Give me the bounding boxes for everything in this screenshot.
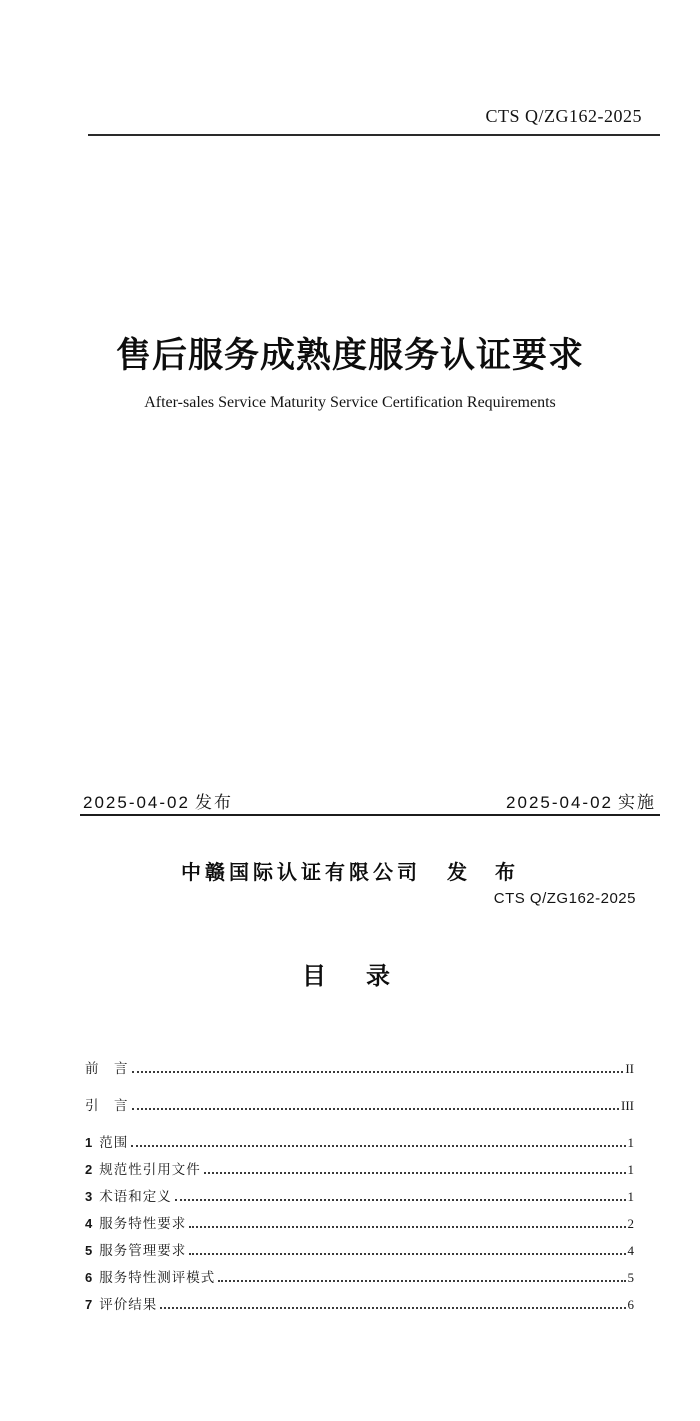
toc-entry-number: 1 <box>85 1135 93 1150</box>
release-label: 发布 <box>194 793 233 812</box>
toc-entry[interactable] <box>85 1060 634 1077</box>
toc-entry-title: 前 言 <box>85 1061 129 1076</box>
toc-entry[interactable] <box>85 1161 634 1178</box>
implement-date: 2025-04-02 <box>506 793 613 812</box>
issue-date-left <box>83 788 233 813</box>
toc-entry[interactable] <box>85 1269 634 1286</box>
issue-rule <box>80 814 660 816</box>
toc-entry-page: 5 <box>627 1270 634 1285</box>
toc-entry-number: 7 <box>85 1297 93 1312</box>
publisher-name: 中赣国际认证有限公司 <box>181 862 421 884</box>
issue-row <box>83 788 656 813</box>
toc-entry[interactable] <box>85 1242 634 1259</box>
toc-list <box>85 1060 634 1323</box>
toc-entry-title: 范围 <box>99 1135 129 1150</box>
dot-leader <box>132 1108 620 1110</box>
header-rule <box>88 134 660 136</box>
standard-code-header: CTS Q/ZG162-2025 <box>485 106 642 126</box>
toc-entry-page: 6 <box>627 1297 634 1312</box>
toc-entry-number: 6 <box>85 1270 93 1285</box>
toc-entry-title: 服务特性要求 <box>99 1216 187 1231</box>
toc-entry-title: 评价结果 <box>99 1297 158 1312</box>
toc-entry-title: 规范性引用文件 <box>99 1162 201 1177</box>
toc-entry-page: 2 <box>627 1216 634 1231</box>
toc-entry-page: 1 <box>627 1189 634 1204</box>
release-date: 2025-04-02 <box>83 793 190 812</box>
dot-leader <box>189 1226 625 1228</box>
dot-leader <box>160 1307 625 1309</box>
publish-action-label: 发 布 <box>447 862 519 884</box>
toc-entry-page: 1 <box>627 1162 634 1177</box>
doc-subtitle-en: After-sales Service Maturity Service Certification Requirements <box>144 394 556 411</box>
toc-entry-title: 服务特性测评模式 <box>99 1270 216 1285</box>
dot-leader <box>189 1253 625 1255</box>
issue-date-right <box>506 788 656 813</box>
toc-entry-page: III <box>621 1098 634 1113</box>
toc-entry[interactable] <box>85 1134 634 1151</box>
toc-entry-number: 2 <box>85 1162 93 1177</box>
toc-heading: 目 录 <box>302 963 398 990</box>
dot-leader <box>175 1199 626 1201</box>
publisher-standard-code: CTS Q/ZG162-2025 <box>493 890 636 907</box>
implement-label: 实施 <box>618 793 656 812</box>
dot-leader <box>132 1071 624 1073</box>
toc-entry-title: 服务管理要求 <box>99 1243 187 1258</box>
toc-entry-number: 4 <box>85 1216 93 1231</box>
toc-entry-title: 引 言 <box>85 1098 129 1113</box>
toc-entry-number: 5 <box>85 1243 93 1258</box>
toc-entry[interactable] <box>85 1215 634 1232</box>
toc-entry[interactable] <box>85 1296 634 1313</box>
doc-title: 售后服务成熟度服务认证要求 <box>115 336 584 375</box>
toc-entry[interactable] <box>85 1188 634 1205</box>
dot-leader <box>131 1145 625 1147</box>
toc-entry-page: II <box>625 1061 634 1076</box>
dot-leader <box>218 1280 625 1282</box>
publisher-row <box>0 856 700 885</box>
toc-entry-page: 1 <box>627 1135 634 1150</box>
toc-entry-page: 4 <box>627 1243 634 1258</box>
toc-entry-title: 术语和定义 <box>99 1189 172 1204</box>
toc-entry[interactable] <box>85 1097 634 1114</box>
toc-entry-number: 3 <box>85 1189 93 1204</box>
dot-leader <box>204 1172 626 1174</box>
